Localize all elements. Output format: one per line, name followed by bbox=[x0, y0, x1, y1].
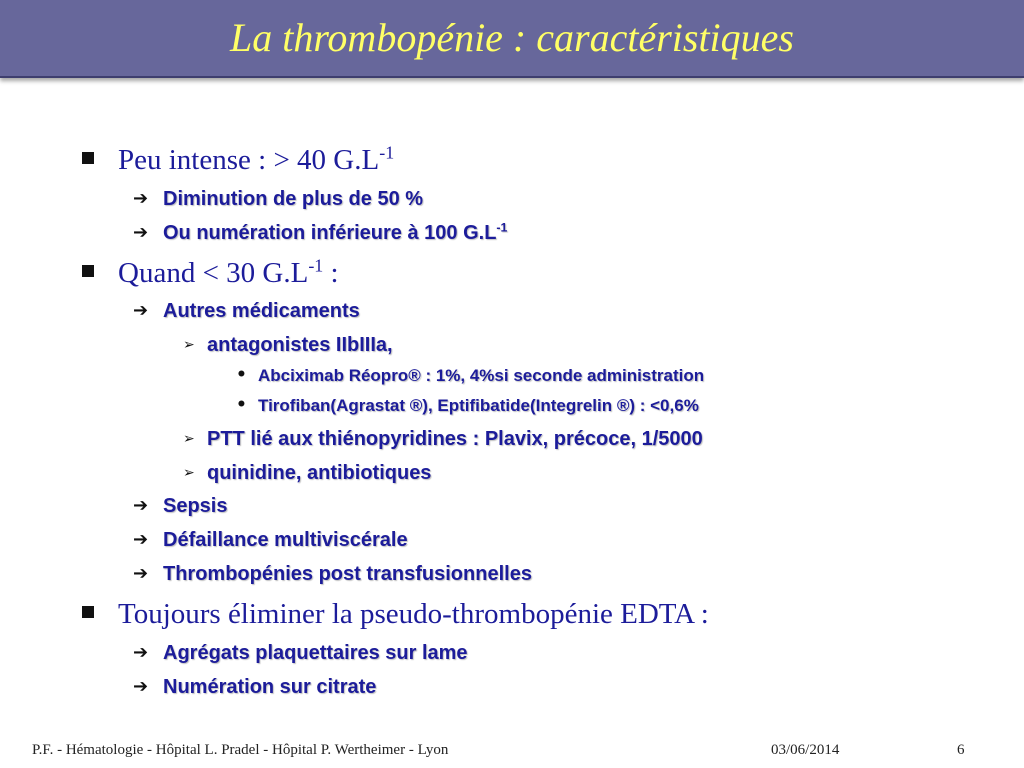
arrowhead-bullet-icon: ➢ bbox=[183, 431, 195, 447]
dot-bullet-icon: • bbox=[236, 395, 247, 415]
bullet-text: Toujours éliminer la pseudo-thrombopénie EDTA : bbox=[118, 598, 709, 630]
bullet-numeration-inferieure bbox=[133, 220, 508, 246]
bullet-quinidine bbox=[183, 460, 432, 486]
bullet-text: antagonistes IIbIIIa, bbox=[207, 334, 393, 356]
bullet-sepsis bbox=[133, 493, 228, 519]
bullet-tail: : bbox=[323, 257, 339, 289]
bullet-text: Agrégats plaquettaires sur lame bbox=[163, 642, 468, 664]
bullet-thrombopenies-post bbox=[133, 561, 532, 587]
bullet-numeration-citrate bbox=[133, 674, 377, 700]
bullet-text: Autres médicaments bbox=[163, 300, 360, 322]
arrow-bullet-icon: ➔ bbox=[133, 222, 149, 243]
bullet-antagonistes bbox=[183, 332, 393, 358]
bullet-superscript: -1 bbox=[379, 142, 395, 163]
bullet-superscript: -1 bbox=[496, 220, 508, 235]
bullet-text: Tirofiban(Agrastat ®), Eptifibatide(Integrelin ®) : <0,6% bbox=[258, 396, 699, 415]
footer-affiliation: P.F. - Hématologie - Hôpital L. Pradel - Hôpital P. Wertheimer - Lyon bbox=[32, 742, 449, 758]
bullet-superscript: -1 bbox=[308, 255, 324, 276]
bullet-agregats bbox=[133, 640, 468, 666]
arrow-bullet-icon: ➔ bbox=[133, 563, 149, 584]
bullet-text: Quand < 30 G.L bbox=[118, 257, 309, 289]
slide-title: La thrombopénie : caractéristiques bbox=[229, 15, 794, 60]
footer-date: 03/06/2014 bbox=[771, 742, 840, 758]
bullet-text: Diminution de plus de 50 % bbox=[163, 188, 424, 210]
bullet-peu-intense bbox=[118, 143, 394, 177]
bullet-text: quinidine, antibiotiques bbox=[207, 462, 432, 484]
arrowhead-bullet-icon: ➢ bbox=[183, 337, 195, 353]
bullet-quand bbox=[118, 256, 339, 290]
square-bullet-icon bbox=[82, 152, 94, 164]
square-bullet-icon bbox=[82, 265, 94, 277]
bullet-text: Sepsis bbox=[163, 495, 228, 517]
dot-bullet-icon: • bbox=[236, 365, 247, 385]
arrow-bullet-icon: ➔ bbox=[133, 495, 149, 516]
bullet-abciximab bbox=[236, 365, 705, 387]
footer-page-number: 6 bbox=[957, 742, 965, 758]
bullet-text: Ou numération inférieure à 100 G.L bbox=[163, 222, 497, 244]
bullet-text: PTT lié aux thiénopyridines : Plavix, précoce, 1/5000 bbox=[207, 428, 703, 450]
bullet-text: Peu intense : > 40 G.L bbox=[118, 144, 380, 176]
title-bar bbox=[0, 0, 1024, 78]
arrow-bullet-icon: ➔ bbox=[133, 642, 149, 663]
bullet-text: Thrombopénies post transfusionnelles bbox=[163, 563, 532, 585]
bullet-text: Abciximab Réopro® : 1%, 4%si seconde administration bbox=[258, 366, 705, 385]
arrow-bullet-icon: ➔ bbox=[133, 188, 149, 209]
bullet-toujours bbox=[118, 597, 709, 631]
arrowhead-bullet-icon: ➢ bbox=[183, 465, 195, 481]
bullet-text: Numération sur citrate bbox=[163, 676, 377, 698]
bullet-defaillance bbox=[133, 527, 408, 553]
arrow-bullet-icon: ➔ bbox=[133, 676, 149, 697]
arrow-bullet-icon: ➔ bbox=[133, 529, 149, 550]
arrow-bullet-icon: ➔ bbox=[133, 300, 149, 321]
bullet-tirofiban bbox=[236, 395, 699, 417]
bullet-ptt bbox=[183, 426, 703, 452]
bullet-autres-medicaments bbox=[133, 298, 360, 324]
bullet-text: Défaillance multiviscérale bbox=[163, 529, 408, 551]
bullet-diminution bbox=[133, 186, 424, 212]
square-bullet-icon bbox=[82, 606, 94, 618]
